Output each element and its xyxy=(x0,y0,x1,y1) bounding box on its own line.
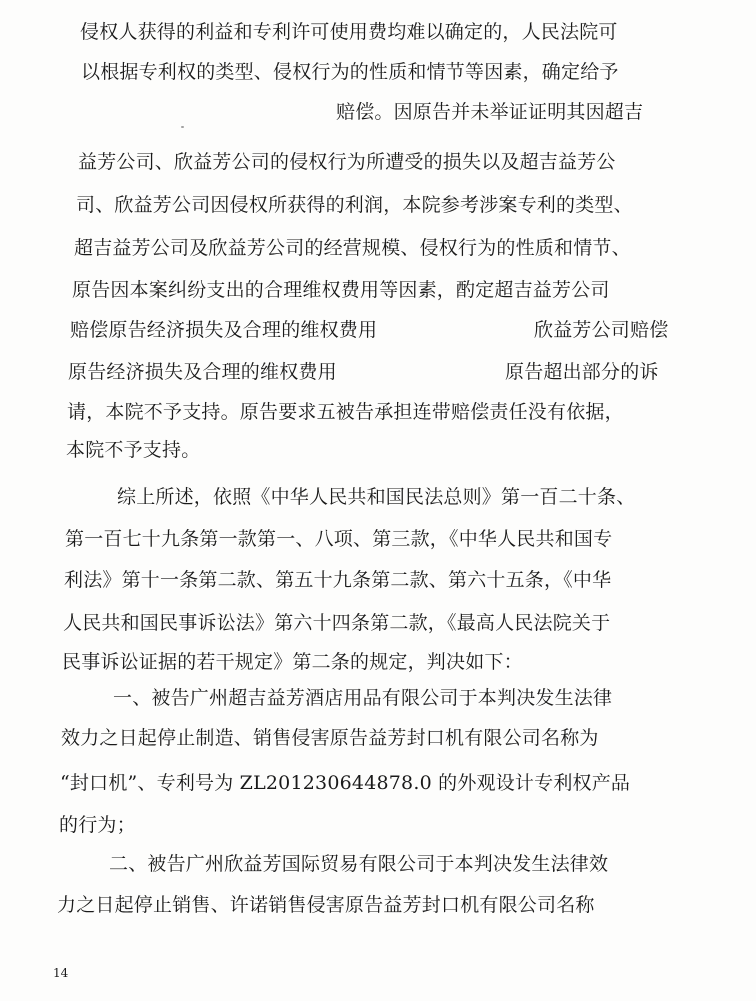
text-line: 一、被告广州超吉益芳酒店用品有限公司于本判决发生法律 xyxy=(113,687,613,709)
text-line: 力之日起停止销售、许诺销售侵害原告益芳封口机有限公司名称 xyxy=(57,894,595,916)
text-line: 赔偿。因原告并未举证证明其因超吉 xyxy=(336,101,644,123)
text-line: 利法》第十一条第二款、第五十九条第二款、第六十五条，《中华 xyxy=(64,569,612,591)
text-line: 请，本院不予支持。原告要求五被告承担连带赔偿责任没有依据， xyxy=(67,401,624,423)
text-line: 原告超出部分的诉 xyxy=(505,361,659,383)
text-line: 超吉益芳公司及欣益芳公司的经营规模、侵权行为的性质和情节、 xyxy=(74,237,631,259)
scan-speck xyxy=(181,126,184,128)
text-line: 二、被告广州欣益芳国际贸易有限公司于本判决发生法律效 xyxy=(109,853,609,875)
text-line: 效力之日起停止制造、销售侵害原告益芳封口机有限公司名称为 xyxy=(61,727,599,749)
text-line: 欣益芳公司赔偿 xyxy=(534,319,669,341)
text-line: 赔偿原告经济损失及合理的维权费用 xyxy=(70,319,378,341)
text-line: 民事诉讼证据的若干规定》第二条的规定，判决如下： xyxy=(62,651,523,673)
text-line: “封口机”、专利号为 ZL201230644878.0 的外观设计专利权产品 xyxy=(60,772,631,794)
text-line: 原告因本案纠纷支出的合理维权费用等因素，酌定超吉益芳公司 xyxy=(72,279,610,301)
text-line: 司、欣益芳公司因侵权所获得的利润，本院参考涉案专利的类型、 xyxy=(76,194,633,216)
text-line: 人民共和国民事诉讼法》第六十四条第二款，《最高人民法院关于 xyxy=(63,612,611,634)
text-line: 益芳公司、欣益芳公司的侵权行为所遭受的损失以及超吉益芳公 xyxy=(78,151,616,173)
text-line: 本院不予支持。 xyxy=(66,439,201,461)
text-line: 第一百七十九条第一款第一、八项、第三款，《中华人民共和国专 xyxy=(65,528,613,550)
text-line: 综上所述，依照《中华人民共和国民法总则》第一百二十条、 xyxy=(117,486,636,508)
text-line: 以根据专利权的类型、侵权行为的性质和情节等因素，确定给予 xyxy=(81,61,619,83)
text-line: 的行为； xyxy=(59,814,136,836)
text-line: 侵权人获得的利益和专利许可使用费均难以确定的，人民法院可 xyxy=(80,21,618,43)
page-number: 14 xyxy=(53,966,69,980)
text-line: 原告经济损失及合理的维权费用 xyxy=(68,361,337,383)
